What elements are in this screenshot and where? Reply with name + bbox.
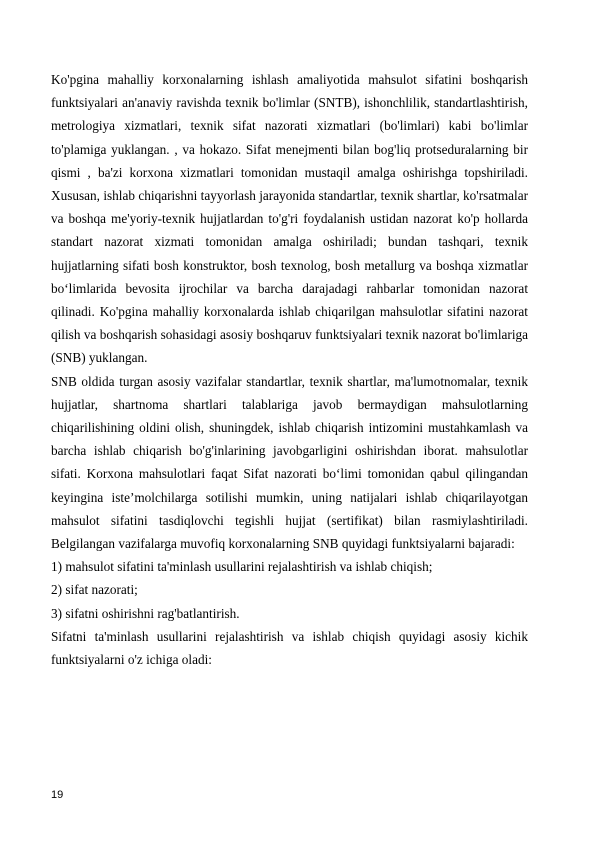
list-item: 1) mahsulot sifatini ta'minlash usullarini rejalashtirish va ishlab chiqish;	[51, 559, 433, 575]
list-item: 2) sifat nazorati;	[51, 582, 138, 598]
paragraph: Sifatni ta'minlash usullarini rejalashtirish va ishlab chiqish quyidagi asosiy kichik funktsiyalarni o'z ichiga oladi:	[51, 628, 528, 668]
paragraph: SNB oldida turgan asosiy vazifalar standartlar, texnik shartlar, ma'lumotnomalar, texnik hujjatlar, shartnoma shartlari talablariga javob bermaydigan mahsulotlarning chiqarilishining oldini olish, shuningdek, ishlab chiqarish intizomini mustahkamlash va barcha ishlab chiqarish bo'g'inlarining javobgarligini oshirishdan iborat. mahsulotlar sifati. Korxona mahsulotlari faqat Sifat nazorati bo‘limi tomonidan qabul qilingandan keyingina iste’molchilarga sotilishi mumkin, uning natijalari ishlab chiqarilayotgan mahsulot sifatini tasdiqlovchi tegishli hujjat (sertifikat) bilan rasmiylashtiriladi. Belgilangan vazifalarga muvofiq korxonalarning SNB quyidagi funktsiyalarni bajaradi:	[51, 373, 528, 552]
list-item: 3) sifatni oshirishni rag'batlantirish.	[51, 605, 240, 621]
page-number: 19	[51, 789, 64, 801]
paragraph: Ko'pgina mahalliy korxonalarning ishlash amaliyotida mahsulot sifatini boshqarish funktsiyalari an'anaviy ravishda texnik bo'limlar (SNTB), ishonchlilik, standartlashtirish, metrologiya xizmatlari, texnik sifat nazorati xizmatlari (bo'limlari) kabi bo'limlar to'plamiga yuklangan. , va hokazo. Sifat menejmenti bilan bog'liq protseduralarning bir qismi , ba'zi korxona xizmatlari tomonidan mustaqil amalga oshirishga topshiriladi. Xususan, ishlab chiqarishni tayyorlash jarayonida standartlar, texnik shartlar, ko'rsatmalar va boshqa me'yoriy-texnik hujjatlardan to'g'ri foydalanish ustidan nazorat ko'p hollarda standart nazorat xizmati tomonidan amalga oshiriladi; bundan tashqari, texnik hujjatlarning sifati bosh konstruktor, bosh texnolog, bosh metallurg va boshqa xizmatlar bo‘limlarida bevosita ijrochilar va barcha darajadagi rahbarlar tomonidan nazorat qilinadi. Ko'pgina mahalliy korxonalarda ishlab chiqarilgan mahsulotlar sifatini nazorat qilish va boshqarish sohasidagi asosiy boshqaruv funktsiyalari texnik nazorat bo'limlariga (SNB) yuklangan.	[51, 72, 528, 366]
document-body	[51, 68, 528, 671]
